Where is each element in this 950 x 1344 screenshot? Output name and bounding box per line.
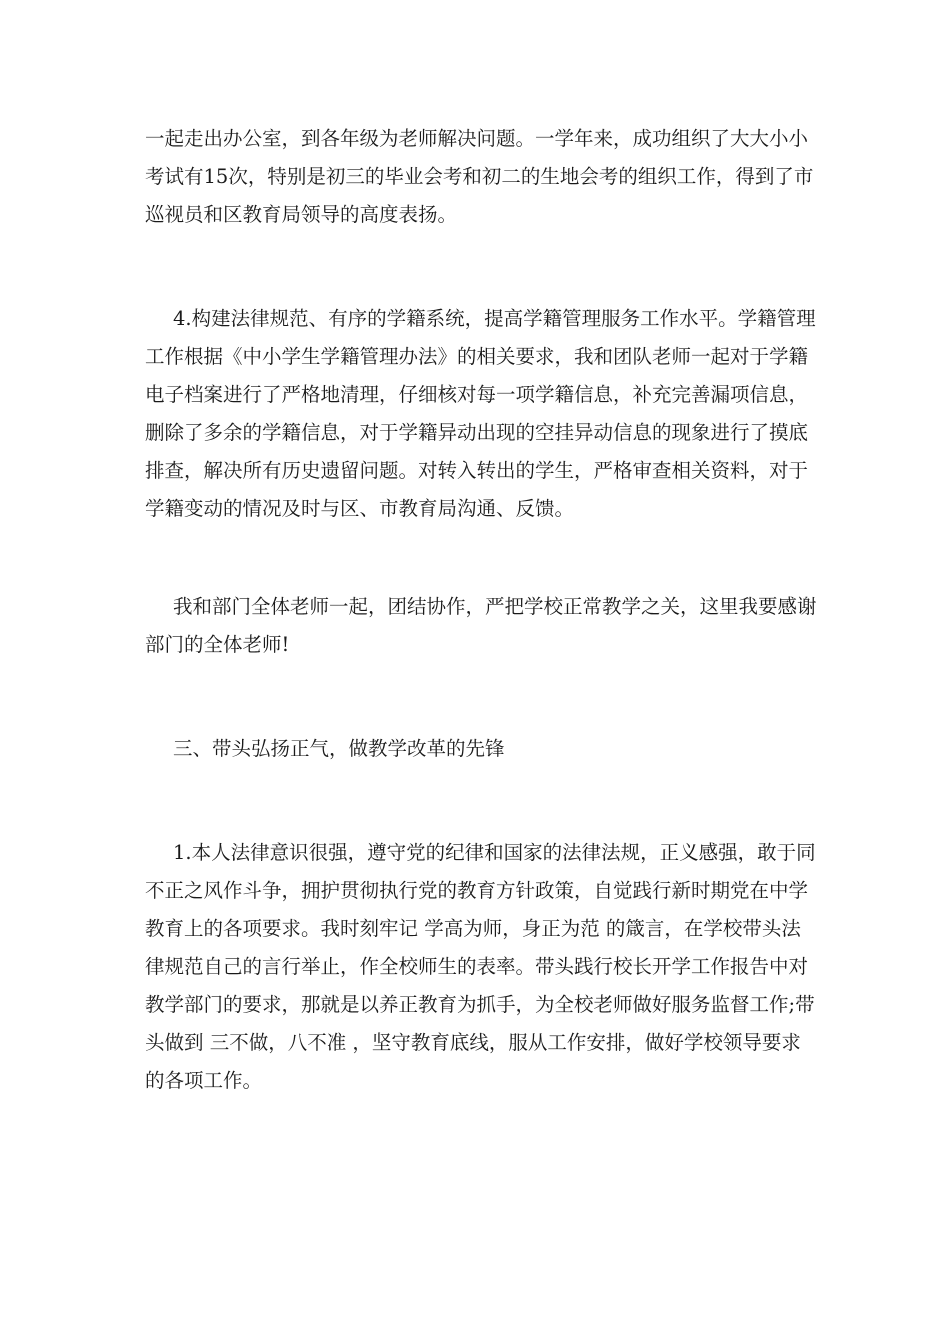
text-line: 考试有15次，特别是初三的毕业会考和初二的生地会考的组织工作，得到了市: [145, 165, 814, 188]
text-line: 1.本人法律意识很强，遵守党的纪律和国家的法律法规，正义感强，敢于同: [173, 841, 816, 864]
text-line: 删除了多余的学籍信息，对于学籍异动出现的空挂异动信息的现象进行了摸底: [145, 421, 809, 444]
text-line: 巡视员和区教育局领导的高度表扬。: [145, 203, 458, 226]
text-line: 的各项工作。: [145, 1069, 263, 1092]
text-line: 4.构建法律规范、有序的学籍系统，提高学籍管理服务工作水平。学籍管理: [173, 307, 816, 330]
text-line: 部门的全体老师!: [145, 633, 290, 656]
text-line: 一起走出办公室，到各年级为老师解决问题。一学年来，成功组织了大大小小: [145, 127, 809, 150]
text-line: 工作根据《中小学生学籍管理办法》的相关要求，我和团队老师一起对于学籍: [145, 345, 809, 368]
text-line: 学籍变动的情况及时与区、市教育局沟通、反馈。: [145, 497, 575, 520]
text-line: 教学部门的要求，那就是以养正教育为抓手，为全校老师做好服务监督工作;带: [145, 993, 815, 1016]
text-line: 教育上的各项要求。我时刻牢记 学高为师，身正为范 的箴言，在学校带头法: [145, 917, 801, 940]
text-line: 我和部门全体老师一起，团结协作，严把学校正常教学之关，这里我要感谢: [173, 595, 817, 618]
section-heading-text: 三、带头弘扬正气，做教学改革的先锋: [173, 737, 505, 760]
text-line: 律规范自己的言行举止，作全校师生的表率。带头践行校长开学工作报告中对: [145, 955, 809, 978]
text-line: 电子档案进行了严格地清理，仔细核对每一项学籍信息，补充完善漏项信息，: [145, 383, 809, 406]
text-line: 头做到 三不做，八不准 ，坚守教育底线，服从工作安排，做好学校领导要求: [145, 1031, 801, 1054]
text-line: 排查，解决所有历史遗留问题。对转入转出的学生，严格审查相关资料，对于: [145, 459, 809, 482]
text-line: 不正之风作斗争，拥护贯彻执行党的教育方针政策，自觉践行新时期党在中学: [145, 879, 809, 902]
